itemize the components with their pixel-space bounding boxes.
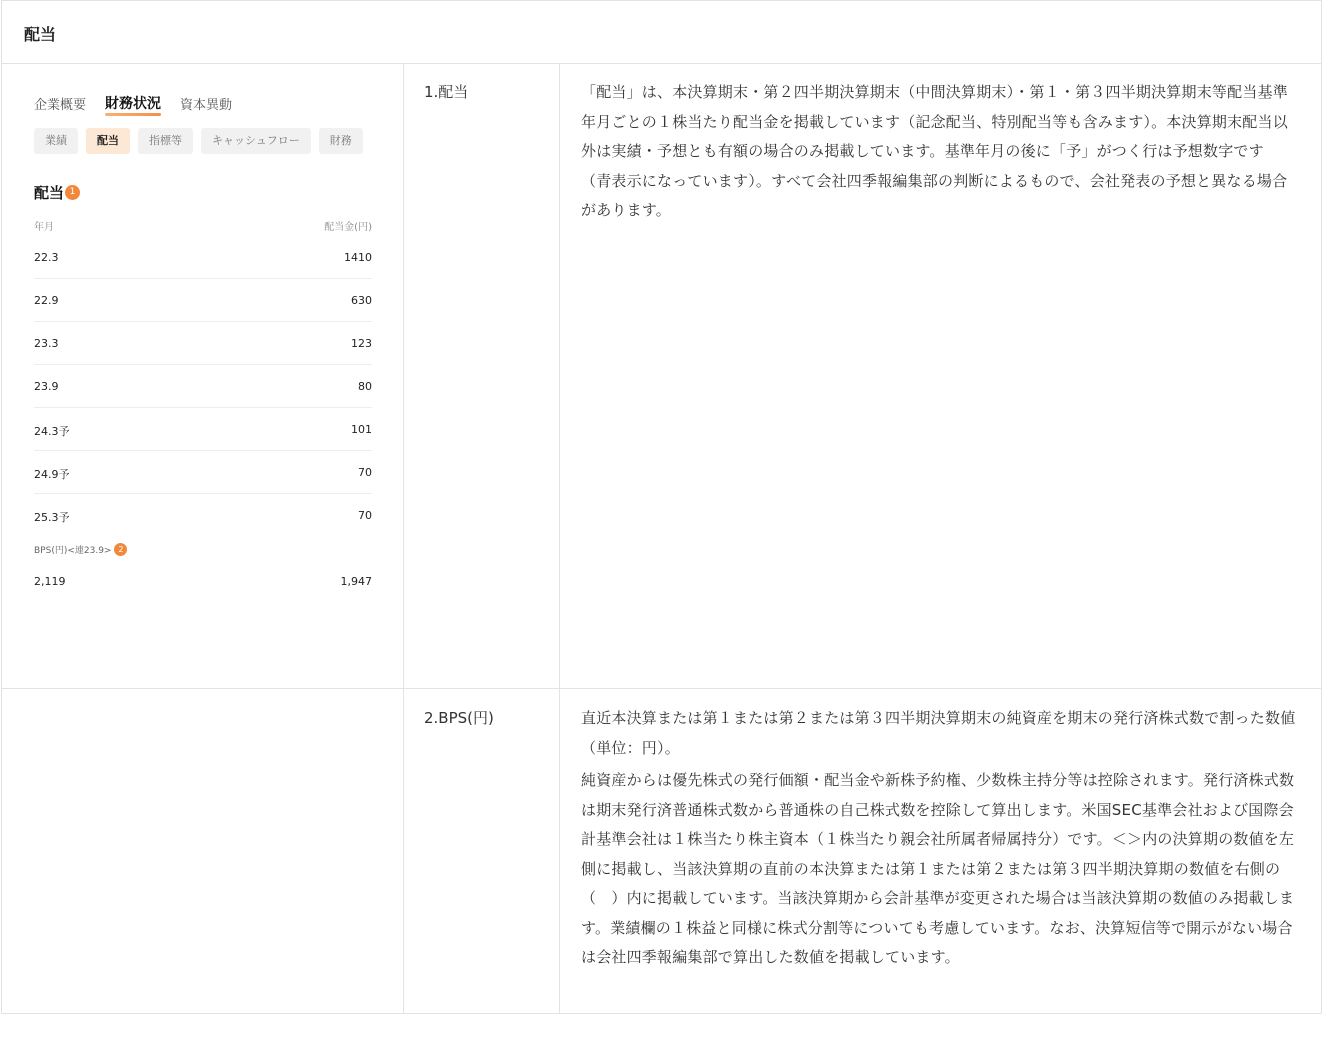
table-row (34, 365, 372, 408)
description-paragraph: 純資産からは優先株式の発行価額・配当金や新株予約権、少数株主持分等は控除されます。発行済株式数は期末発行済普通株式数から普通株の自己株式数を控除して算出します。米国SEC基準会社および国際会計基準会社は１株当たり株主資本（１株当たり親会社所属者帰属持分）です。＜＞内の決算期の数値を左側に掲載し、当該決算期の直前の本決算または第１または第２または第３四半期決算期の数値を右側の（ ）内に掲載しています。当該決算期から会計基準が変更された場合は当該決算期の数値のみ掲載します。業績欄の１株益と同様に株式分割等についても考慮しています。なお、決算短信等で開示がない場合は会社四季報編集部で算出した数値を掲載しています。 (581, 771, 1295, 966)
subtab-indicators[interactable]: 指標等 (138, 128, 193, 154)
col-header-dividend: 配当金(円) (324, 222, 372, 233)
row-value: 630 (351, 294, 372, 307)
section-title: 配当 1 (34, 182, 80, 203)
dividend-rows (34, 236, 372, 536)
column-divider (403, 64, 404, 1014)
row-value: 101 (351, 423, 372, 436)
note-badge: 1 (65, 185, 80, 200)
table-row (34, 408, 372, 451)
sub-tabs (34, 128, 363, 154)
row-value: 1410 (344, 251, 372, 264)
dividend-glossary-table (1, 0, 1322, 1014)
table-row (34, 451, 372, 494)
item-label: 1.配当 (424, 83, 469, 101)
subtab-results[interactable]: 業績 (34, 128, 78, 154)
main-tabs (34, 94, 232, 113)
item-description (581, 78, 1289, 226)
description-paragraph: 「配当」は、本決算期末・第２四半期決算期末（中間決算期末）・第１・第３四半期決算期末等配当基準年月ごとの１株当たり配当金を掲載しています（記念配当、特別配当等も含みます）。本決算期末配当以外は実績・予想とも有額の場合のみ掲載しています。基準年月の後に「予」がつく行は予想数字です（青表示になっています）。すべて会社四季報編集部の判断によるもので、会社発表の予想と異なる場合があります。 (581, 83, 1288, 219)
row-value: 123 (351, 337, 372, 350)
row-period: 25.3予 (34, 511, 70, 524)
page-title: 配当 (24, 25, 57, 44)
active-tab-underline (105, 113, 161, 116)
bps-current: 2,119 (34, 575, 66, 588)
tab-capital-changes[interactable]: 資本異動 (180, 98, 233, 113)
bps-label: BPS(円)<連23.9> 2 (34, 543, 127, 556)
subtab-finance[interactable]: 財務 (319, 128, 363, 154)
description-paragraph: 直近本決算または第１または第２または第３四半期決算期末の純資産を期末の発行済株式数で割った数値（単位：円）。 (581, 709, 1296, 757)
row-period: 23.3 (34, 337, 59, 350)
column-divider (559, 64, 560, 1014)
col-header-period: 年月 (34, 222, 54, 233)
bps-row (34, 575, 372, 588)
row-period: 22.3 (34, 251, 59, 264)
table-row (34, 494, 372, 536)
table-row (34, 279, 372, 322)
tab-financial-status[interactable]: 財務状況 (105, 93, 161, 113)
row-period: 23.9 (34, 380, 59, 393)
row-period: 24.3予 (34, 425, 70, 438)
item-description (581, 704, 1304, 973)
item-label: 2.BPS(円) (424, 709, 494, 727)
column-headers (34, 218, 372, 233)
note-badge: 2 (114, 543, 127, 556)
row-period: 24.9予 (34, 468, 70, 481)
table-row (34, 322, 372, 365)
table-row (34, 236, 372, 279)
table-header (2, 1, 1321, 64)
subtab-dividend[interactable]: 配当 (86, 128, 130, 154)
row-divider (2, 688, 1321, 689)
row-value: 80 (358, 380, 372, 393)
row-value: 70 (358, 509, 372, 522)
tab-company-overview[interactable]: 企業概要 (34, 98, 87, 113)
subtab-cashflow[interactable]: キャッシュフロー (201, 128, 311, 154)
row-value: 70 (358, 466, 372, 479)
bps-previous: 1,947 (340, 575, 372, 588)
row-period: 22.9 (34, 294, 59, 307)
